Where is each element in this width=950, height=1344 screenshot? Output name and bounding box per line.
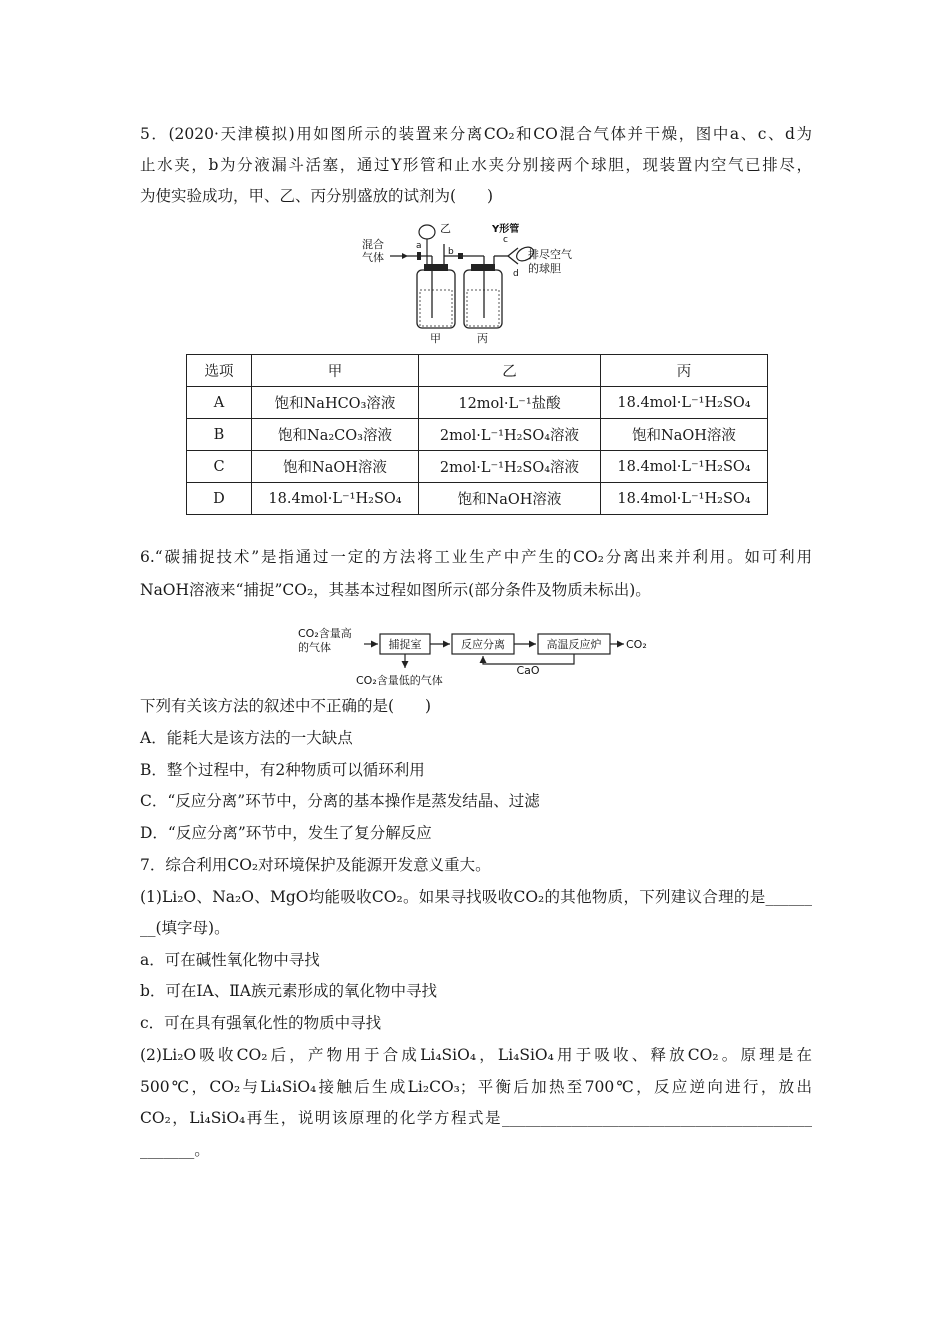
q7-choice-b: b．可在ⅠA、ⅡA族元素形成的氧化物中寻找 [140,982,437,1000]
fig-label-bing: 丙 [477,332,488,345]
flow-recycle: CaO [516,664,540,677]
q7-part1-line-1: (1)Li₂O、Na₂O、MgO均能吸收CO₂。如果寻找吸收CO₂的其他物质，下列建议合理的是______ [140,888,812,906]
fig-label-b: b [448,247,454,257]
table-header-row [187,355,768,387]
q7-part2-line-3: CO₂，Li₄SiO₄再生，说明该原理的化学方程式是________________________________________ [140,1109,812,1127]
q6-option-d: D．“反应分离”环节中，发生了复分解反应 [140,824,432,842]
flow-output: CO₂ [626,638,647,651]
flow-diagram [296,622,656,688]
flow-input-1: CO₂含量高 [298,627,352,640]
fig-label-d: d [513,269,519,279]
table-header: 乙 [419,355,601,387]
table-cell: 18.4mol·L⁻¹H₂SO₄ [601,451,768,483]
fig-label-c: c [503,235,508,245]
fig-y-tube: Y形管 [492,224,520,235]
table-cell: D [187,483,252,515]
funnel-yi [419,225,435,239]
q7-part2-line-1: (2)Li₂O吸收CO₂后，产物用于合成Li₄SiO₄，Li₄SiO₄用于吸收、释放CO₂。原理是在 [140,1046,812,1064]
flow-box1: 捕捉室 [388,638,422,651]
apparatus-diagram [360,218,600,348]
table-cell: 12mol·L⁻¹盐酸 [419,387,601,419]
table-cell: A [187,387,252,419]
q5-line-3: 为使实验成功，甲、乙、丙分别盛放的试剂为( ) [140,187,494,205]
table-cell: 饱和NaOH溶液 [419,483,601,515]
bottle-bing [464,270,502,328]
flow-low-gas: CO₂含量低的气体 [356,674,443,687]
q7-title: 7．综合利用CO₂对环境保护及能源开发意义重大。 [140,856,491,874]
table-header: 甲 [252,355,419,387]
table-header: 选项 [187,355,252,387]
table-cell: 18.4mol·L⁻¹H₂SO₄ [601,387,768,419]
table-row [187,483,768,515]
table-cell: 饱和NaOH溶液 [601,419,768,451]
table-cell: 2mol·L⁻¹H₂SO₄溶液 [419,419,601,451]
q6-option-c: C．“反应分离”环节中，分离的基本操作是蒸发结晶、过滤 [140,792,540,810]
table-cell: 饱和NaHCO₃溶液 [252,387,419,419]
flow-box3: 高温反应炉 [546,638,602,651]
fig-label-jia: 甲 [430,332,441,345]
table-cell: 饱和NaOH溶液 [252,451,419,483]
table-cell: 2mol·L⁻¹H₂SO₄溶液 [419,451,601,483]
flow-input-2: 的气体 [298,641,331,654]
table-cell: 饱和Na₂CO₃溶液 [252,419,419,451]
fig-mix-gas-2: 气体 [362,251,384,264]
flow-box2: 反应分离 [461,638,505,651]
table-cell: 18.4mol·L⁻¹H₂SO₄ [601,483,768,515]
bottle-jia [417,270,455,328]
q5-line-1: 5．(2020·天津模拟)用如图所示的装置来分离CO₂和CO混合气体并干燥，图中a、c、d为 [140,125,812,143]
fig-balloon-1: 排尽空气 [528,248,572,261]
fig-label-yi: 乙 [440,222,451,235]
q7-part2-line-4: _______。 [140,1141,210,1159]
q6-option-b: B．整个过程中，有2种物质可以循环利用 [140,761,425,779]
fig-label-a: a [416,241,422,251]
fig-mix-gas-1: 混合 [362,238,384,251]
q7-part1-line-2: __(填字母)。 [140,919,230,937]
q6-stem: 下列有关该方法的叙述中不正确的是( ) [140,697,432,715]
q7-choice-a: a．可在碱性氧化物中寻找 [140,951,320,969]
table-row [187,387,768,419]
table-cell: 18.4mol·L⁻¹H₂SO₄ [252,483,419,515]
table-row [187,451,768,483]
q7-choice-c: c．可在具有强氧化性的物质中寻找 [140,1014,382,1032]
q6-option-a: A．能耗大是该方法的一大缺点 [140,729,353,747]
options-table [186,354,768,515]
table-header: 丙 [601,355,768,387]
q5-line-2: 止水夹，b为分液漏斗活塞，通过Y形管和止水夹分别接两个球胆，现装置内空气已排尽， [140,156,812,174]
q6-line-2: NaOH溶液来“捕捉”CO₂，其基本过程如图所示(部分条件及物质未标出)。 [140,581,651,599]
table-cell: C [187,451,252,483]
q7-part2-line-2: 500℃，CO₂与Li₄SiO₄接触后生成Li₂CO₃；平衡后加热至700℃，反应逆向进行，放出 [140,1078,812,1096]
table-cell: B [187,419,252,451]
fig-balloon-2: 的球胆 [528,262,561,275]
table-row [187,419,768,451]
q6-line-1: 6.“碳捕捉技术”是指通过一定的方法将工业生产中产生的CO₂分离出来并利用。如可利用 [140,548,812,566]
